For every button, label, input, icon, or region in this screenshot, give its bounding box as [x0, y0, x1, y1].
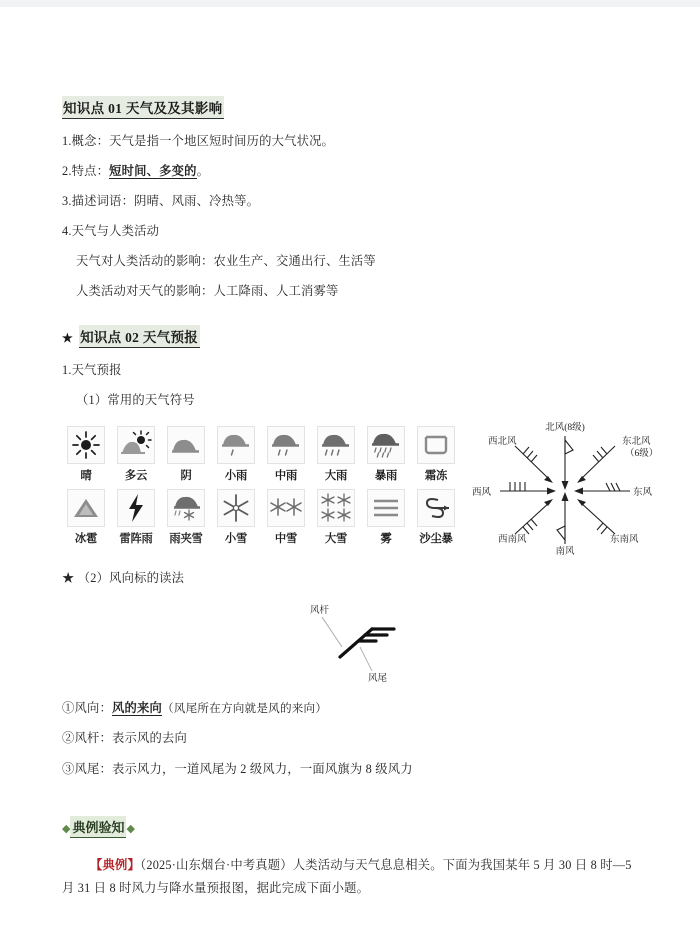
symbol-cell — [262, 426, 310, 483]
feature-bold-text: 短时间、多变的 — [109, 164, 197, 179]
example-body: （2025·山东烟台·中考真题）人类活动与天气息息相关。下面为我国某年 5 月 30 日 8 时—5 月 31 日 8 时风力与降水量预报图，据此完成下面小题。 — [62, 857, 632, 895]
section-heading-01 — [62, 96, 638, 119]
symbol-label: 暴雨 — [374, 470, 398, 483]
symbols-subheading: （1）常用的天气符号 — [76, 393, 195, 408]
symbol-label: 雾 — [380, 533, 392, 546]
symbol-label: 霜冻 — [424, 470, 448, 483]
rule-wind-direction — [62, 699, 638, 718]
symbol-cell — [412, 489, 460, 546]
symbol-label: 雨夹雪 — [169, 533, 203, 546]
example-tag: 【典例】 — [90, 857, 140, 872]
human-activity-line: 4.天气与人类活动 — [62, 224, 160, 239]
compass-label-west: 西风 — [472, 488, 492, 499]
symbol-cell — [312, 426, 360, 483]
symbol-cell — [62, 489, 110, 546]
hail-icon — [67, 489, 105, 527]
rule-bold: 风的来向 — [112, 701, 162, 716]
compass-label-southeast: 东南风 — [610, 535, 639, 546]
rule-rest: 表示风的去向 — [112, 731, 187, 746]
humans-affect-weather-line: 人类活动对天气的影响：人工降雨、人工消雾等 — [76, 284, 339, 299]
compass-label-northeast-level: （6级） — [625, 449, 659, 460]
symbol-cell — [62, 426, 110, 483]
heavy-snow-icon — [317, 489, 355, 527]
symbol-cell — [412, 426, 460, 483]
rule-wind-barb — [62, 760, 638, 779]
light-rain-icon — [217, 426, 255, 464]
moderate-snow-icon — [267, 489, 305, 527]
star-icon: ★ — [62, 331, 74, 346]
forecast-line: 1.天气预报 — [62, 363, 122, 378]
fog-icon — [367, 489, 405, 527]
symbol-cell — [312, 489, 360, 546]
symbol-label: 小雨 — [224, 470, 248, 483]
symbol-label: 雷阵雨 — [119, 533, 153, 546]
symbol-cell — [262, 489, 310, 546]
rule-key: 风向： — [74, 701, 112, 716]
symbol-cell — [212, 489, 260, 546]
symbol-cell — [112, 489, 160, 546]
symbol-cell — [212, 426, 260, 483]
diamond-icon-right: ◆ — [126, 822, 135, 835]
rainstorm-icon — [367, 426, 405, 464]
descriptor-line: 3.描述词语：阴晴、风雨、冷热等。 — [62, 194, 260, 209]
feature-prefix: 2.特点： — [62, 164, 110, 179]
symbol-cell — [112, 426, 160, 483]
symbol-label: 大雨 — [324, 470, 348, 483]
windbarb-subheading — [62, 569, 638, 588]
moderate-rain-icon — [267, 426, 305, 464]
frost-icon — [417, 426, 455, 464]
weather-symbol-grid — [62, 426, 460, 546]
wind-direction-compass-diagram — [470, 420, 660, 565]
light-snow-icon — [217, 489, 255, 527]
sleet-icon — [167, 489, 205, 527]
rule-number: ② — [62, 731, 75, 746]
weather-affects-humans-line: 天气对人类活动的影响：农业生产、交通出行、生活等 — [76, 254, 376, 269]
rule-rest: （风尾所在方向就是风的来向） — [162, 702, 328, 716]
symbol-cell — [162, 426, 210, 483]
symbols-and-compass — [62, 423, 659, 565]
thunderstorm-icon — [117, 489, 155, 527]
rule-number: ① — [62, 701, 75, 716]
symbol-label: 冰雹 — [74, 533, 98, 546]
symbol-cell — [362, 426, 410, 483]
sun-icon — [67, 426, 105, 464]
symbol-label: 大雪 — [324, 533, 348, 546]
example-section-heading — [62, 816, 135, 838]
compass-label-northwest: 西北风 — [488, 437, 517, 448]
rule-key: 风尾： — [74, 761, 112, 776]
section-heading-02 — [62, 325, 638, 348]
symbol-label: 阴 — [180, 470, 192, 483]
symbol-label: 晴 — [80, 470, 92, 483]
rule-rest: 表示风力，一道风尾为 2 级风力，一面风旗为 8 级风力 — [112, 761, 413, 776]
feature-line — [62, 162, 638, 181]
diamond-icon-left: ◆ — [62, 822, 71, 835]
example-question — [62, 854, 638, 901]
section-heading-02-text: 知识点 02 天气预报 — [79, 325, 200, 348]
symbol-cell — [362, 489, 410, 546]
rule-wind-shaft — [62, 729, 638, 748]
windbarb-subheading-text: （2）风向标的读法 — [77, 571, 185, 586]
windbarb-barb-label: 风尾 — [368, 674, 388, 685]
partly-cloudy-icon — [117, 426, 155, 464]
star-icon: ★ — [62, 571, 75, 586]
windbarb-shaft-label: 风杆 — [310, 606, 330, 617]
symbol-label: 多云 — [124, 470, 148, 483]
example-section-heading-text: 典例验知 — [70, 816, 126, 838]
symbol-cell — [162, 489, 210, 546]
wind-barb-figure — [62, 599, 638, 689]
sandstorm-icon — [417, 489, 455, 527]
concept-line: 1.概念：天气是指一个地区短时间历的大气状况。 — [62, 134, 335, 148]
rule-key: 风杆： — [74, 731, 112, 746]
page-top-strip — [0, 0, 700, 7]
heavy-rain-icon — [317, 426, 355, 464]
compass-label-northeast: 东北风 — [622, 437, 651, 448]
symbol-label: 中雪 — [274, 533, 298, 546]
feature-suffix: 。 — [196, 164, 210, 179]
rule-number: ③ — [62, 761, 75, 776]
symbol-label: 沙尘暴 — [419, 533, 453, 546]
symbol-label: 小雪 — [224, 533, 248, 546]
symbol-label: 中雨 — [274, 470, 298, 483]
compass-label-southwest: 西南风 — [498, 535, 527, 546]
compass-label-south: 南风 — [555, 547, 575, 558]
overcast-icon — [167, 426, 205, 464]
compass-label-east: 东风 — [633, 488, 653, 499]
section-heading-01-text: 知识点 01 天气及及其影响 — [62, 96, 224, 119]
compass-label-north: 北风(8级) — [545, 423, 585, 434]
